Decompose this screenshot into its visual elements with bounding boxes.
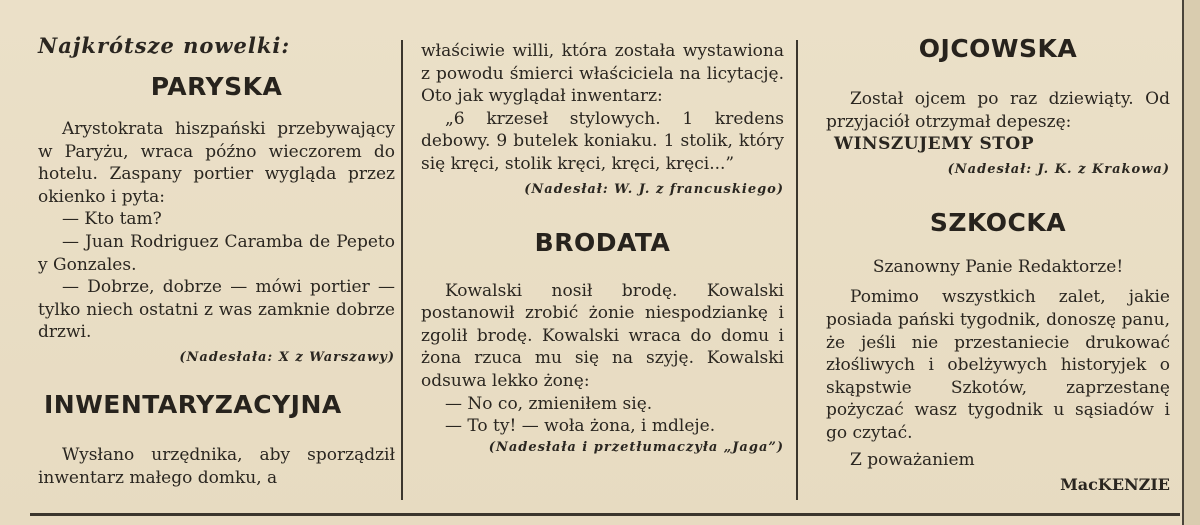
szkocka-paragraph: Pomimo wszystkich zalet, jakie posiada pański tygodnik, donoszę panu, że jeśli nie przestaniecie drukować złośliwych i obelżywych historyjek o skąpstwie Szkotów, zaprzestanę pożyczać wasz tygodnik u sąsiadów i go czytać. <box>826 287 1170 443</box>
szkocka-salutation: Szanowny Panie Redaktorze! <box>872 256 1124 277</box>
brodata-dialogue-1: — No co, zmieniłem się. <box>445 393 653 414</box>
column-3 <box>798 0 1182 525</box>
paryska-dialogue-1: — Kto tam? <box>62 209 162 230</box>
brodata-dialogue-2: — To ty! — woła żona, i mdleje. <box>445 416 716 437</box>
paryska-dialogue-2: — Juan Rodriguez Caramba de Pepeto y Gonzales. <box>38 231 395 275</box>
series-heading: Najkrótsze nowelki: <box>38 33 291 58</box>
story-title-ojcowska: OJCOWSKA <box>918 34 1078 63</box>
ojcowska-paragraph: Został ojcem po raz dziewiąty. Od przyjaciół otrzymał depeszę: <box>826 89 1170 132</box>
paryska-paragraph: Arystokrata hiszpański przebywający w Paryżu, wraca późno wieczorem do hotelu. Zaspany portier wygląda przez okienko i pyta: <box>38 119 395 207</box>
story-title-brodata: BRODATA <box>534 227 671 257</box>
column-2 <box>405 0 798 525</box>
inwentaryzacyjna-paragraph: Wysłano urzędnika, aby sporządził inwentarz małego domku, a <box>38 444 395 488</box>
story-title-paryska: PARYSKA <box>150 72 283 101</box>
story-title-inwentaryzacyjna: INWENTARYZACYJNA <box>44 389 342 419</box>
inventory-list: „6 krzeseł stylowych. 1 kredens debowy. 9 butelek koniaku. 1 stolik, który się kręci, stolik kręci, kręci, kręci...” <box>421 108 784 174</box>
inwentaryzacyjna-signature: (Nadesłał: W. J. z francuskiego) <box>524 181 784 197</box>
ojcowska-signature: (Nadesłał: J. K. z Krakowa) <box>947 161 1170 177</box>
paryska-dialogue-3: — Dobrze, dobrze — mówi portier — tylko niech ostatni z was zamknie dobrze drzwi. <box>38 277 395 343</box>
inwentaryzacyjna-continued: właściwie willi, która została wystawiona z powodu śmierci właściciela na licytację. Oto jak wyglądał inwentarz: <box>421 41 784 107</box>
brodata-signature: (Nadesłała i przetłumaczyła „Jaga”) <box>488 439 784 455</box>
paryska-signature: (Nadesłała: X z Warszawy) <box>179 349 395 365</box>
page-edge <box>1182 0 1200 525</box>
story-title-szkocka: SZKOCKA <box>929 207 1067 237</box>
ojcowska-telegram: WINSZUJEMY STOP <box>834 134 1034 155</box>
brodata-paragraph: Kowalski nosił brodę. Kowalski postanowił zrobić żonie niespodziankę i zgolił brodę. Kowalski wraca do domu i żona rzuca mu się na szyję. Kowalski odsuwa lekko żonę: <box>421 280 784 391</box>
column-1 <box>0 0 405 525</box>
szkocka-signature: MacKENZIE <box>1060 475 1170 495</box>
szkocka-closing: Z poważaniem <box>850 449 975 470</box>
